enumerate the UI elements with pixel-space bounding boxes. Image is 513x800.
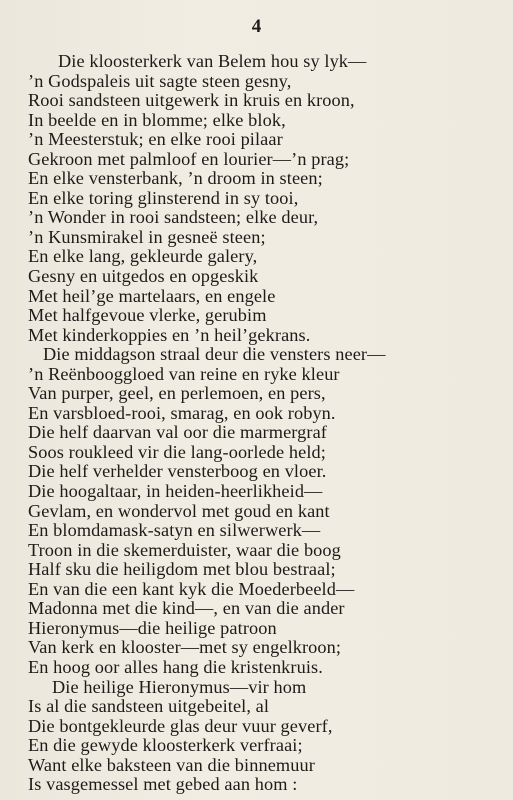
poem-line: Met heil’ge martelaars, en engele <box>28 285 276 306</box>
poem-line: Want elke baksteen van die binnemuur <box>28 754 315 775</box>
poem-line: Soos roukleed vir die lang-oorlede held; <box>28 441 326 462</box>
poem-line: Die kloosterkerk van Belem hou sy lyk— <box>58 51 367 71</box>
poem-line: Die helf verhelder vensterboog en vloer. <box>28 461 327 482</box>
poem-line: In beelde en in blomme; elke blok, <box>28 109 286 130</box>
poem-line: ’n Godspaleis uit sagte steen gesny, <box>28 70 292 91</box>
poem-line: Gesny en uitgedos en opgeskik <box>28 266 259 287</box>
poem-line: Troon in die skemerduister, waar die boog <box>28 539 341 560</box>
poem-line: Met halfgevoue vlerke, gerubim <box>28 305 267 326</box>
poem-line: En die gewyde kloosterkerk verfraai; <box>28 735 303 756</box>
poem-line: Half sku die heiligdom met blou bestraal; <box>28 559 336 580</box>
poem-line: Hieronymus—die heilige patroon <box>28 617 277 638</box>
poem-line: Die bontgekleurde glas deur vuur geverf, <box>28 715 333 736</box>
poem-line: Die middagson straal deur die vensters neer— <box>43 344 386 365</box>
poem-text <box>28 52 503 795</box>
poem-line: Van kerk en klooster—met sy engelkroon; <box>28 637 342 658</box>
page-number: 4 <box>251 16 262 37</box>
poem-line: En elke vensterbank, ’n droom in steen; <box>28 168 323 189</box>
poem-line: Die hoogaltaar, in heiden-heerlikheid— <box>28 481 323 502</box>
poem-line: Gekroon met palmloof en lourier—’n prag; <box>28 148 350 169</box>
poem-line: ’n Meesterstuk; en elke rooi pilaar <box>28 129 283 150</box>
poem-line: En hoog oor alles hang die kristenkruis. <box>28 656 323 677</box>
poem-line: Die heilige Hieronymus—vir hom <box>52 676 307 697</box>
poem-line: En elke toring glinsterend in sy tooi, <box>28 187 299 208</box>
poem-line: Is vasgemessel met gebed aan hom : <box>28 774 298 795</box>
poem-line: Gevlam, en wondervol met goud en kant <box>28 500 330 521</box>
poem-line: En varsbloed-rooi, smarag, en ook robyn. <box>28 402 336 423</box>
poem-line: ’n Wonder in rooi sandsteen; elke deur, <box>28 207 319 228</box>
poem-line: ’n Kunsmirakel in gesneë steen; <box>28 226 266 247</box>
poem-line: Rooi sandsteen uitgewerk in kruis en kroon, <box>28 90 355 111</box>
poem-line: Van purper, geel, en perlemoen, en pers, <box>28 383 326 404</box>
poem-line: En van die een kant kyk die Moederbeeld— <box>28 578 355 599</box>
poem-line: Die helf daarvan val oor die marmergraf <box>28 422 327 443</box>
poem-line: Met kinderkoppies en ’n heil’gekrans. <box>28 324 311 345</box>
poem-line: Is al die sandsteen uitgebeitel, al <box>28 696 270 717</box>
poem-line: Madonna met die kind—, en van die ander <box>28 598 345 619</box>
poem-line: En elke lang, gekleurde galery, <box>28 246 258 267</box>
poem-line: ’n Reënbooggloed van reine en ryke kleur <box>28 363 340 384</box>
poem-line: En blomdamask-satyn en silwerwerk— <box>28 520 321 541</box>
